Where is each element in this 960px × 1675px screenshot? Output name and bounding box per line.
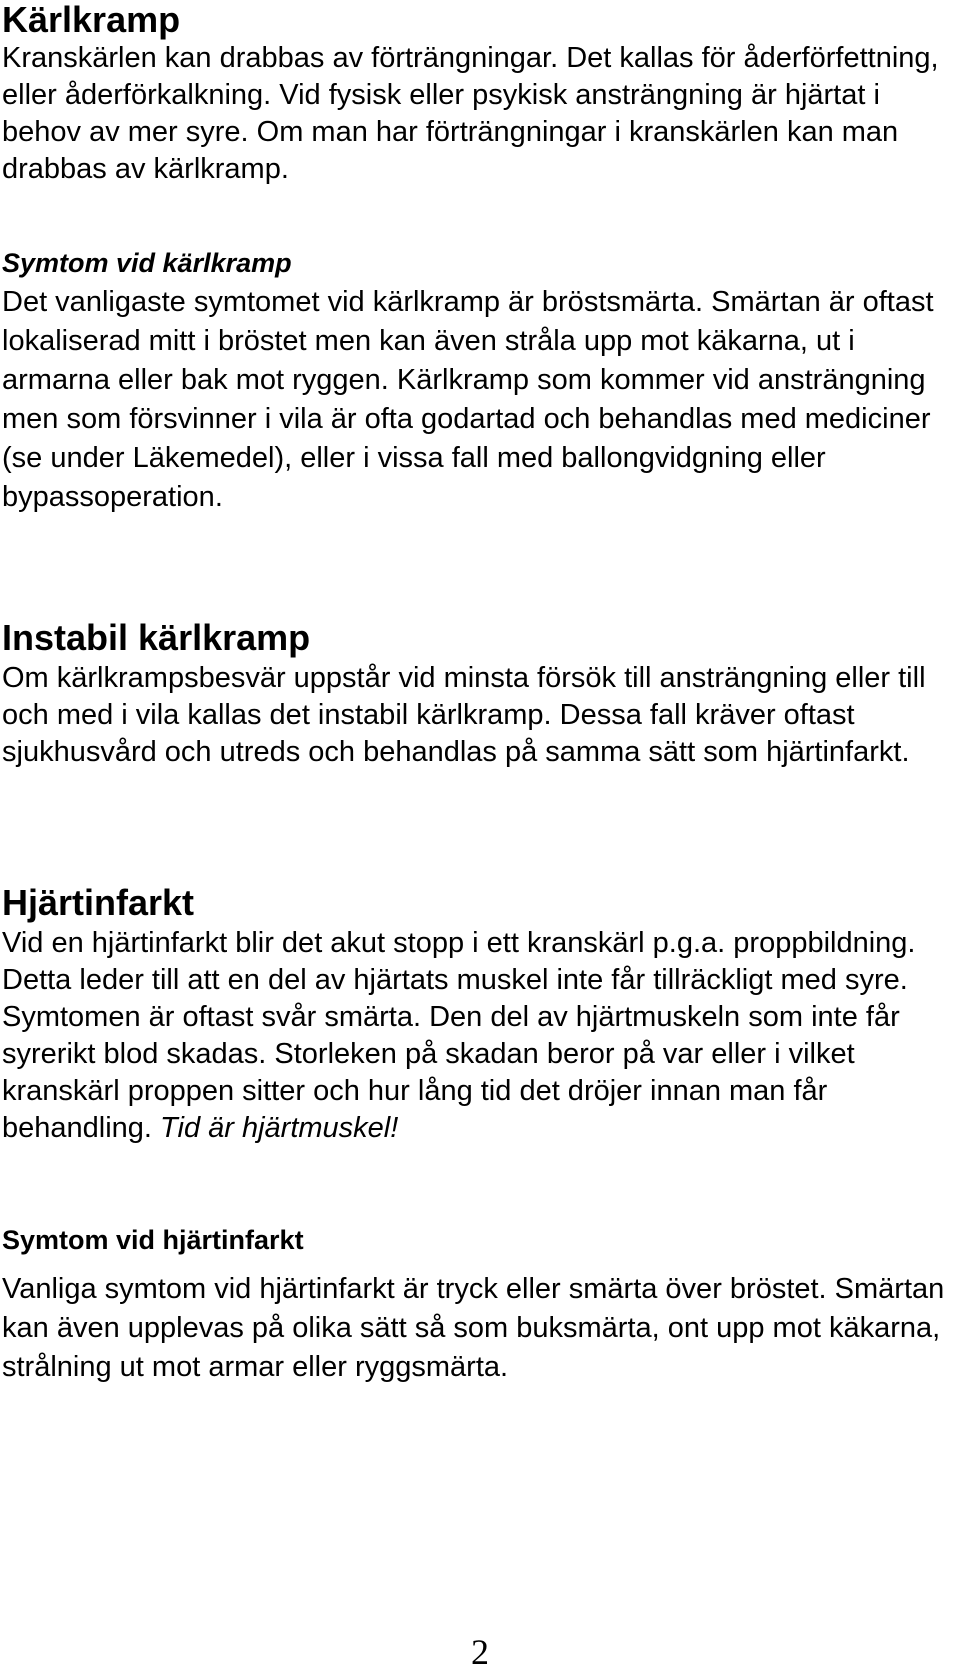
heading-hjartinfarkt: Hjärtinfarkt: [2, 882, 195, 923]
section-karlkramp: [2, 0, 952, 188]
paragraph-hjartinfarkt: [2, 925, 952, 1147]
section-symtom-karlkramp: [2, 246, 952, 517]
hjartinfarkt-emphasis: Tid är hjärtmuskel!: [160, 1112, 399, 1144]
heading-symtom-karlkramp: Symtom vid kärlkramp: [2, 248, 292, 278]
hjartinfarkt-text: Vid en hjärtinfarkt blir det akut stopp i ett kranskärl p.g.a. proppbildning. Detta leder till att en del av hjärtats muskel inte får tillräckligt med syre. Symtomen är oftast svår smärta. Den del av hjärtmuskeln som inte får syrerikt blod skadas. Storleken på skadan beror på var eller i vilket kranskärl proppen sitter och hur lång tid det dröjer innan man får behandling.: [2, 927, 916, 1144]
paragraph-instabil-karlkramp: Om kärlkrampsbesvär uppstår vid minsta försök till ansträngning eller till och med i vila kallas det instabil kärlkramp. Dessa fall kräver oftast sjukhusvård och utreds och behandlas på samma sätt som hjärtinfarkt.: [2, 662, 926, 768]
heading-instabil-karlkramp: Instabil kärlkramp: [2, 617, 311, 658]
section-symtom-hjartinfarkt: [2, 1223, 952, 1387]
paragraph-symtom-karlkramp: Det vanligaste symtomet vid kärlkramp är bröstsmärta. Smärtan är oftast lokaliserad mitt i bröstet men kan även stråla upp mot käkarna, ut i armarna eller bak mot ryggen. Kärlkramp som kommer vid ansträngning men som försvinner i vila är ofta godartad och behandlas med mediciner (se under Läkemedel), eller i vissa fall med ballongvidgning eller bypassoperation.: [2, 286, 934, 513]
section-hjartinfarkt: [2, 883, 952, 1147]
heading-karlkramp: Kärlkramp: [2, 0, 181, 40]
page-number: 2: [471, 1632, 489, 1672]
paragraph-symtom-hjartinfarkt: Vanliga symtom vid hjärtinfarkt är tryck eller smärta över bröstet. Smärtan kan även upplevas på olika sätt så som buksmärta, ont upp mot käkarna, strålning ut mot armar eller ryggsmärta.: [2, 1273, 945, 1383]
section-instabil-karlkramp: [2, 618, 952, 771]
heading-symtom-hjartinfarkt: Symtom vid hjärtinfarkt: [2, 1225, 304, 1255]
paragraph-karlkramp-intro: Kranskärlen kan drabbas av förträngningar. Det kallas för åderförfettning, eller åderförkalkning. Vid fysisk eller psykisk ansträngning är hjärtat i behov av mer syre. Om man har förträngningar i kranskärlen kan man drabbas av kärlkramp.: [2, 42, 939, 185]
